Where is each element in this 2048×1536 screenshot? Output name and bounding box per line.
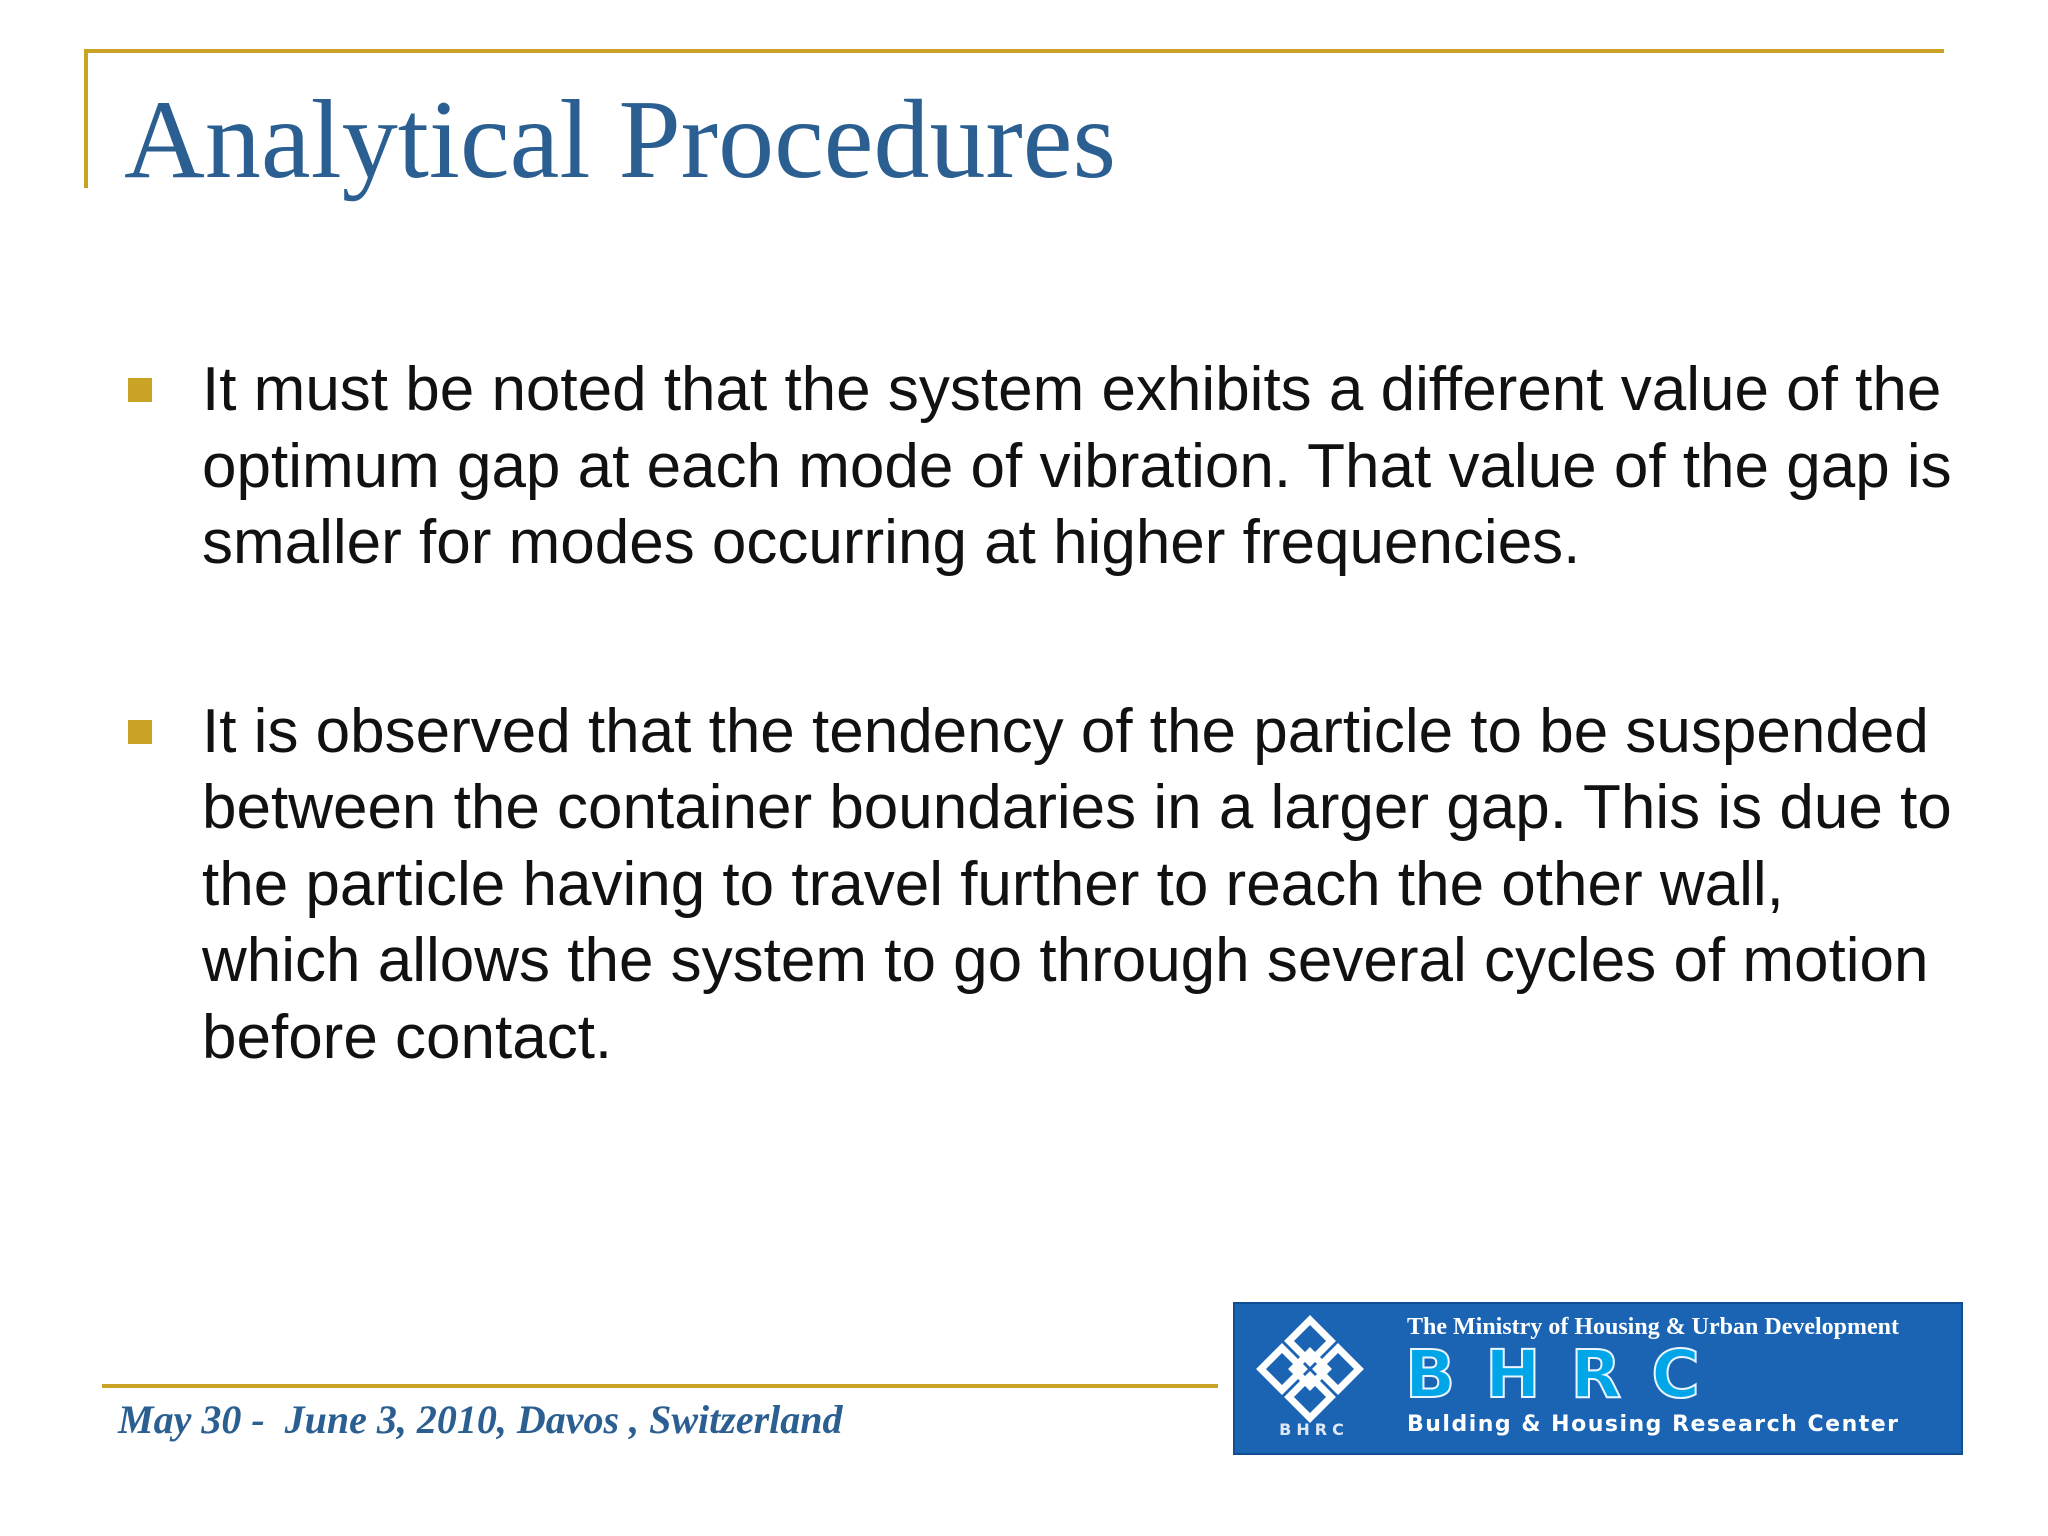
bullet-item (124, 352, 1954, 582)
logo-ministry-text: The Ministry of Housing & Urban Development (1407, 1314, 1899, 1340)
top-rule (84, 49, 1944, 53)
bullet-item (124, 694, 1954, 1077)
bullet-list (124, 352, 1954, 1076)
square-bullet-icon (128, 720, 152, 744)
logo-center-name: Bulding & Housing Research Center (1407, 1412, 1900, 1437)
bhrc-emblem-icon (1255, 1314, 1365, 1424)
bullet-text: It is observed that the tendency of the particle to be suspended between the container boundaries in a larger gap. This is due to the particle having to travel further to reach the other wall, which allows the system to go through several cycles of motion before contact. (202, 696, 1952, 1072)
logo-abbreviation: BHRC (1405, 1336, 1730, 1413)
bullet-text: It must be noted that the system exhibits a different value of the optimum gap at each mode of vibration. That value of the gap is smaller for modes occurring at higher frequencies. (202, 355, 1952, 577)
bhrc-logo (1233, 1302, 1963, 1455)
logo-mark-text: BHRC (1279, 1420, 1349, 1439)
square-bullet-icon (128, 378, 152, 402)
footer-date-location: May 30 - June 3, 2010, Davos , Switzerland (118, 1397, 843, 1442)
slide-title: Analytical Procedures (124, 78, 1117, 202)
left-rule (84, 49, 88, 188)
footer-rule (102, 1384, 1218, 1388)
